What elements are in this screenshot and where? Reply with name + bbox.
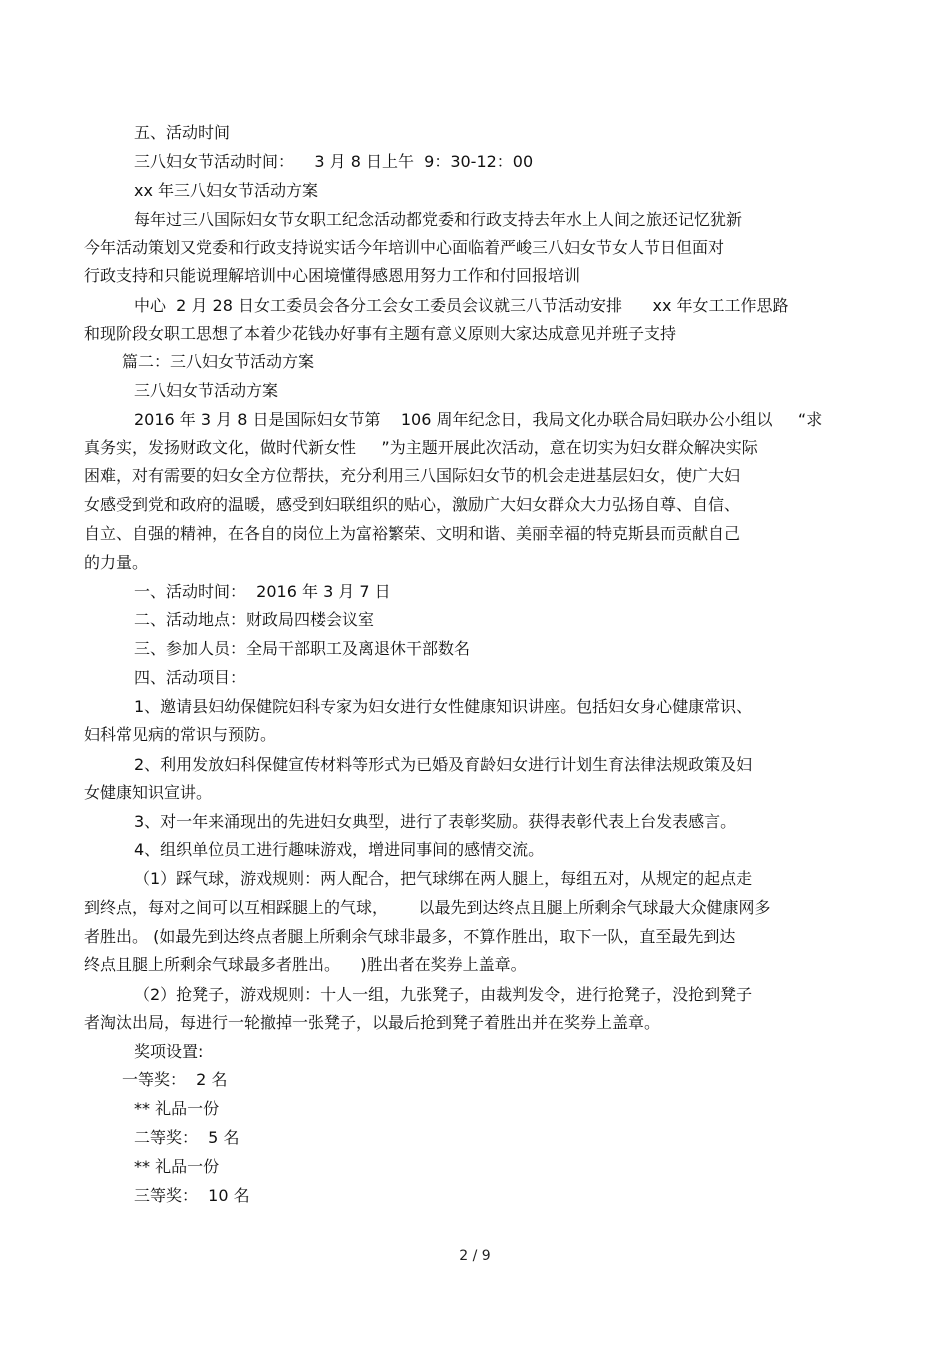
text-line: 终点且腿上所剩余气球最多者胜出。 )胜出者在奖券上盖章。	[84, 955, 527, 974]
text-line: 妇科常见病的常识与预防。	[84, 725, 277, 744]
text-line: 今年活动策划又党委和行政支持说实话今年培训中心面临着严峻三八妇女节女人节日但面对	[84, 238, 725, 257]
text-line: ** 礼品一份	[134, 1099, 220, 1118]
text-line: 四、活动项目：	[134, 668, 247, 687]
text-line: 奖项设置:	[134, 1042, 204, 1061]
text-line: 每年过三八国际妇女节女职工纪念活动都党委和行政支持去年水上人间之旅还记忆犹新	[134, 210, 743, 229]
text-line: 一等奖： 2 名	[122, 1070, 228, 1089]
text-line: 三、参加人员：全局干部职工及离退休干部数名	[134, 639, 471, 658]
text-line: 和现阶段女职工思想了本着少花钱办好事有主题有意义原则大家达成意见并班子支持	[84, 324, 677, 343]
text-line: （2）抢凳子，游戏规则：十人一组，九张凳子，由裁判发令，进行抢凳子，没抢到凳子	[134, 985, 753, 1004]
text-line: 3、对一年来涌现出的先进妇女典型，进行了表彰奖励。获得表彰代表上台发表感言。	[134, 812, 737, 831]
text-line: 中心 2 月 28 日女工委员会各分工会女工委员会议就三八节活动安排 xx 年女工工作思路	[134, 296, 789, 315]
text-line: 三八妇女节活动时间： 3 月 8 日上午 9：30-12：00	[134, 152, 534, 171]
text-line: 者胜出。 (如最先到达终点者腿上所剩余气球非最多，不算作胜出，取下一队，直至最先到达	[84, 927, 736, 946]
text-line: 的力量。	[84, 553, 149, 572]
text-line: 篇二：三八妇女节活动方案	[122, 352, 315, 371]
text-line: 4、组织单位员工进行趣味游戏，增进同事间的感情交流。	[134, 840, 545, 859]
text-line: 真务实，发扬财政文化，做时代新女性 ”为主题开展此次活动，意在切实为妇女群众解决实际	[84, 438, 758, 457]
text-line: 五、活动时间	[134, 123, 231, 142]
text-line: 行政支持和只能说理解培训中心困境懂得感恩用努力工作和付回报培训	[84, 266, 581, 285]
text-line: 困难，对有需要的妇女全方位帮扶，充分利用三八国际妇女节的机会走进基层妇女，使广大妇	[84, 466, 741, 485]
text-line: 三等奖： 10 名	[134, 1186, 250, 1205]
text-line: 2、利用发放妇科保健宣传材料等形式为已婚及育龄妇女进行计划生育法律法规政策及妇	[134, 755, 753, 774]
text-line: 一、活动时间： 2016 年 3 月 7 日	[134, 582, 391, 601]
text-line: 到终点，每对之间可以互相踩腿上的气球， 以最先到达终点且腿上所剩余气球最大众健康网多	[84, 898, 771, 917]
text-line: 三八妇女节活动方案	[134, 381, 279, 400]
text-line: 1、邀请县妇幼保健院妇科专家为妇女进行女性健康知识讲座。包括妇女身心健康常识、	[134, 697, 753, 716]
text-line: 二等奖： 5 名	[134, 1128, 240, 1147]
text-line: 女感受到党和政府的温暖，感受到妇联组织的贴心，激励广大妇女群众大力弘扬自尊、自信、	[84, 495, 741, 514]
text-line: ** 礼品一份	[134, 1157, 220, 1176]
text-line: 自立、自强的精神，在各自的岗位上为富裕繁荣、文明和谐、美丽幸福的特克斯县而贡献自己	[84, 524, 741, 543]
text-line: 2016 年 3 月 8 日是国际妇女节第 106 周年纪念日，我局文化办联合局妇联办公小组以 “求	[134, 410, 823, 429]
text-line: 者淘汰出局，每进行一轮撤掉一张凳子，以最后抢到凳子着胜出并在奖券上盖章。	[84, 1013, 661, 1032]
text-line: （1）踩气球，游戏规则：两人配合，把气球绑在两人腿上，每组五对，从规定的起点走	[134, 869, 753, 888]
text-line: 女健康知识宣讲。	[84, 783, 213, 802]
text-line: xx 年三八妇女节活动方案	[134, 181, 319, 200]
page-number: 2 / 9	[459, 1248, 491, 1264]
text-line: 二、活动地点：财政局四楼会议室	[134, 610, 375, 629]
